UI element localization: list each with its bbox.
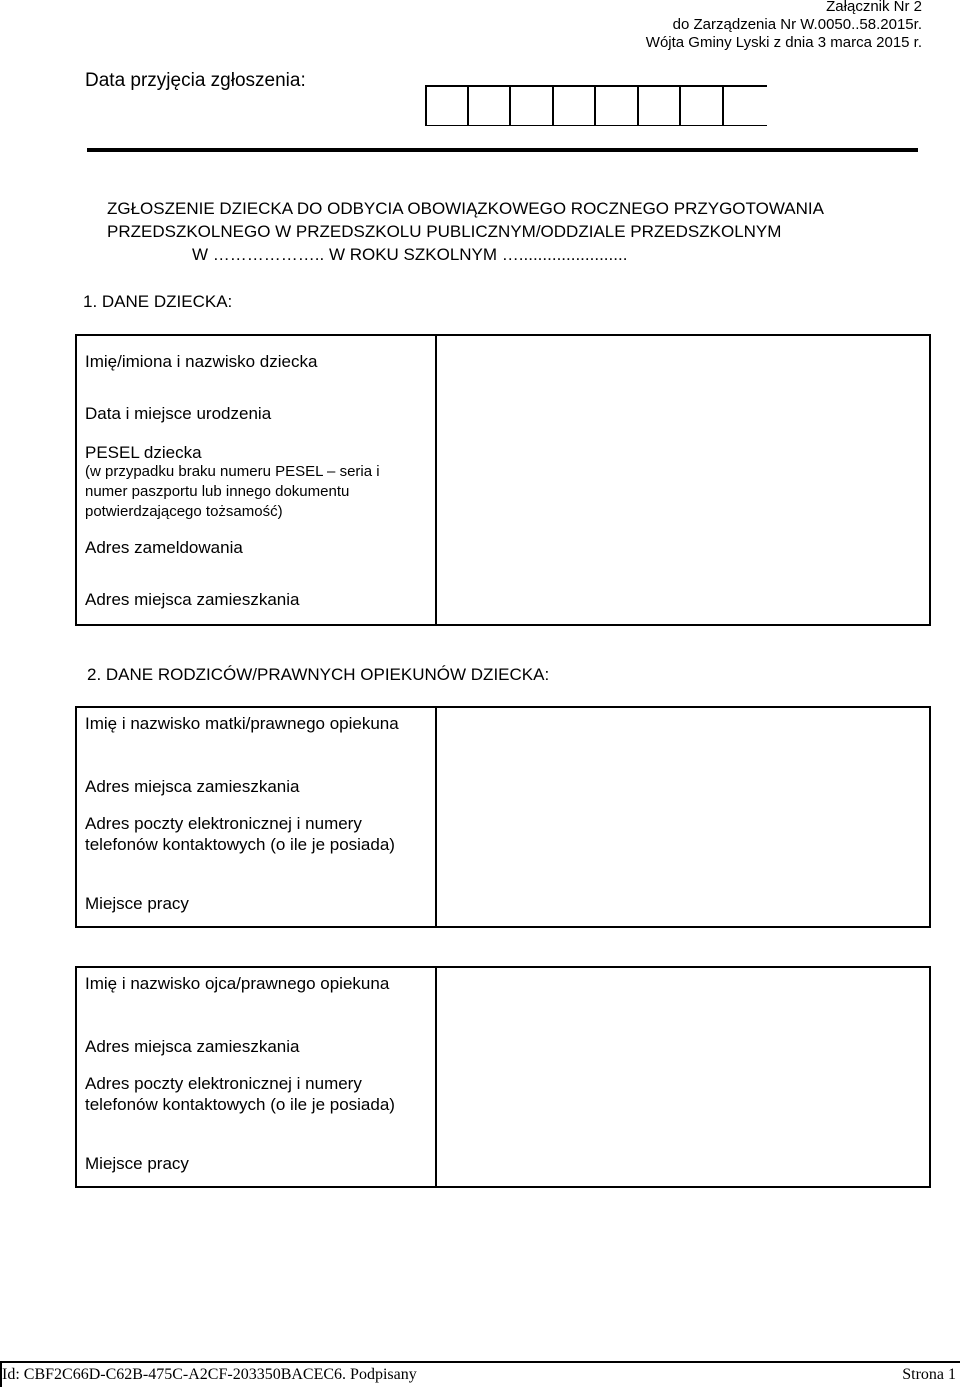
document-id: Id: CBF2C66D-C62B-475C-A2CF-203350BACEC6. Podpisany	[2, 1366, 417, 1383]
annex-line-2: do Zarządzenia Nr W.0050..58.2015r.	[672, 16, 922, 33]
field-mother-workplace: Miejsce pracy	[85, 894, 189, 913]
annex-line-1: Załącznik Nr 2	[826, 0, 922, 15]
field-mother-address: Adres miejsca zamieszkania	[85, 777, 300, 796]
field-pesel: PESEL dziecka	[85, 443, 202, 462]
page-number: Strona 1	[902, 1366, 956, 1383]
section-1-heading: 1. DANE DZIECKA:	[83, 292, 233, 311]
field-mother-name: Imię i nazwisko matki/prawnego opiekuna	[85, 714, 399, 733]
title-line-3: W ……………….. W ROKU SZKOLNYM ….......................	[192, 245, 628, 264]
date-box-divider	[594, 87, 596, 125]
child-data-input-area[interactable]	[437, 336, 929, 624]
date-box-divider	[425, 87, 427, 125]
field-registered-address: Adres zameldowania	[85, 538, 243, 557]
annex-line-3: Wójta Gminy Lyski z dnia 3 marca 2015 r.	[645, 34, 922, 51]
document-footer	[0, 1361, 960, 1387]
date-box-divider	[552, 87, 554, 125]
date-box-divider	[509, 87, 511, 125]
field-birth-date-place: Data i miejsce urodzenia	[85, 404, 272, 423]
header-rule	[87, 148, 918, 152]
date-box-divider	[679, 87, 681, 125]
father-data-input-area[interactable]	[437, 968, 929, 1186]
child-data-table	[75, 334, 931, 626]
section-2-heading: 2. DANE RODZICÓW/PRAWNYCH OPIEKUNÓW DZIECKA:	[87, 665, 550, 684]
annex-note	[646, 0, 922, 52]
father-data-table	[75, 966, 931, 1188]
field-father-address: Adres miejsca zamieszkania	[85, 1037, 300, 1056]
field-residence-address: Adres miejsca zamieszkania	[85, 590, 300, 609]
date-box-divider	[722, 87, 724, 125]
date-box-divider	[637, 87, 639, 125]
field-child-name: Imię/imiona i nazwisko dziecka	[85, 352, 318, 371]
field-father-workplace: Miejsce pracy	[85, 1154, 189, 1173]
title-line-2: PRZEDSZKOLNEGO W PRZEDSZKOLU PUBLICZNYM/ODDZIALE PRZEDSZKOLNYM	[107, 222, 782, 241]
mother-data-table	[75, 706, 931, 928]
field-father-contact: Adres poczty elektronicznej i numery telefonów kontaktowych (o ile je posiada)	[85, 1074, 395, 1114]
receipt-date-boxes[interactable]	[425, 85, 767, 126]
receipt-date-label: Data przyjęcia zgłoszenia:	[85, 70, 306, 91]
field-mother-contact: Adres poczty elektronicznej i numery telefonów kontaktowych (o ile je posiada)	[85, 814, 395, 854]
date-box-divider	[467, 87, 469, 125]
field-father-name: Imię i nazwisko ojca/prawnego opiekuna	[85, 974, 390, 993]
form-title	[107, 197, 937, 266]
title-line-1: ZGŁOSZENIE DZIECKA DO ODBYCIA OBOWIĄZKOWEGO ROCZNEGO PRZYGOTOWANIA	[107, 199, 824, 218]
field-pesel-note: (w przypadku braku numeru PESEL – seria i numer paszportu lub innego dokumentu potwierdzającego tożsamość)	[85, 463, 380, 520]
mother-data-input-area[interactable]	[437, 708, 929, 926]
